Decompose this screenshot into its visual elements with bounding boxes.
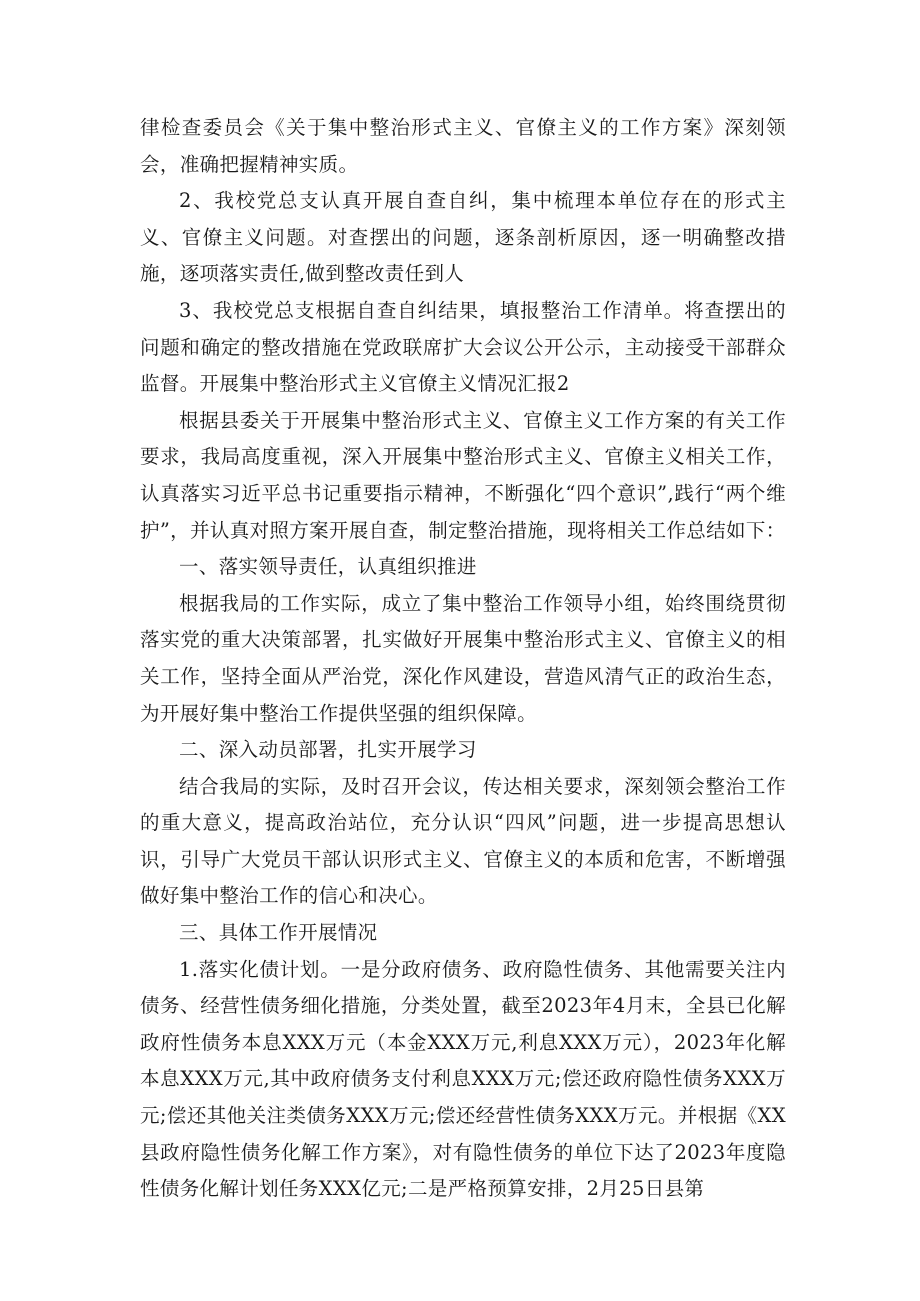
- paragraph-mobilization: 结合我局的实际，及时召开会议，传达相关要求，深刻领会整治工作的重大意义，提高政治站位，充分认识“四风”问题，进一步提高思想认识，引导广大党员干部认识形式主义、官僚主义的本质和危害，不断增强做好集中整治工作的信心和决心。: [140, 774, 786, 908]
- paragraph-rectification-list: 3、我校党总支根据自查自纠结果，填报整治工作清单。将查摆出的问题和确定的整改措施在党政联席扩大会议公开公示，主动接受干部群众监督。开展集中整治形式主义官僚主义情况汇报2: [140, 298, 786, 396]
- paragraph-continuation: 律检查委员会《关于集中整治形式主义、官僚主义的工作方案》深刻领会，准确把握精神实质。: [140, 116, 786, 176]
- section-heading-2: 二、深入动员部署，扎实开展学习: [179, 738, 477, 762]
- paragraph-intro: 根据县委关于开展集中整治形式主义、官僚主义工作方案的有关工作要求，我局高度重视，深入开展集中整治形式主义、官僚主义相关工作，认真落实习近平总书记重要指示精神，不断强化“四个意识”,践行“两个维护”，并认真对照方案开展自查，制定整治措施，现将相关工作总结如下：: [140, 408, 786, 542]
- document-body: [140, 110, 786, 1208]
- paragraph-leadership: 根据我局的工作实际，成立了集中整治工作领导小组，始终围绕贯彻落实党的重大决策部署，扎实做好开展集中整治形式主义、官僚主义的相关工作，坚持全面从严治党，深化作风建设，营造风清气正的政治生态，为开展好集中整治工作提供坚强的组织保障。: [140, 591, 786, 725]
- paragraph-self-inspection: 2、我校党总支认真开展自查自纠，集中梳理本单位存在的形式主义、官僚主义问题。对查摆出的问题，逐条剖析原因，逐一明确整改措施，逐项落实责任,做到整改责任到人: [140, 189, 786, 286]
- paragraph-debt-plan: 1.落实化债计划。一是分政府债务、政府隐性债务、其他需要关注内债务、经营性债务细化措施，分类处置，截至2023年4月末，全县已化解政府性债务本息XXX万元（本金XXX万元,利息XXX万元），2023年化解本息XXX万元,其中政府债务支付利息XXX万元;偿还政府隐性债务XXX万元;偿还其他关注类债务XXX万元;偿还经营性债务XXX万元。并根据《XX县政府隐性债务化解工作方案》，对有隐性债务的单位下达了2023年度隐性债务化解计划任务XXX亿元;二是严格预算安排，2月25日县第: [140, 957, 786, 1201]
- section-heading-3: 三、具体工作开展情况: [179, 921, 378, 945]
- section-heading-1: 一、落实领导责任，认真组织推进: [179, 555, 477, 579]
